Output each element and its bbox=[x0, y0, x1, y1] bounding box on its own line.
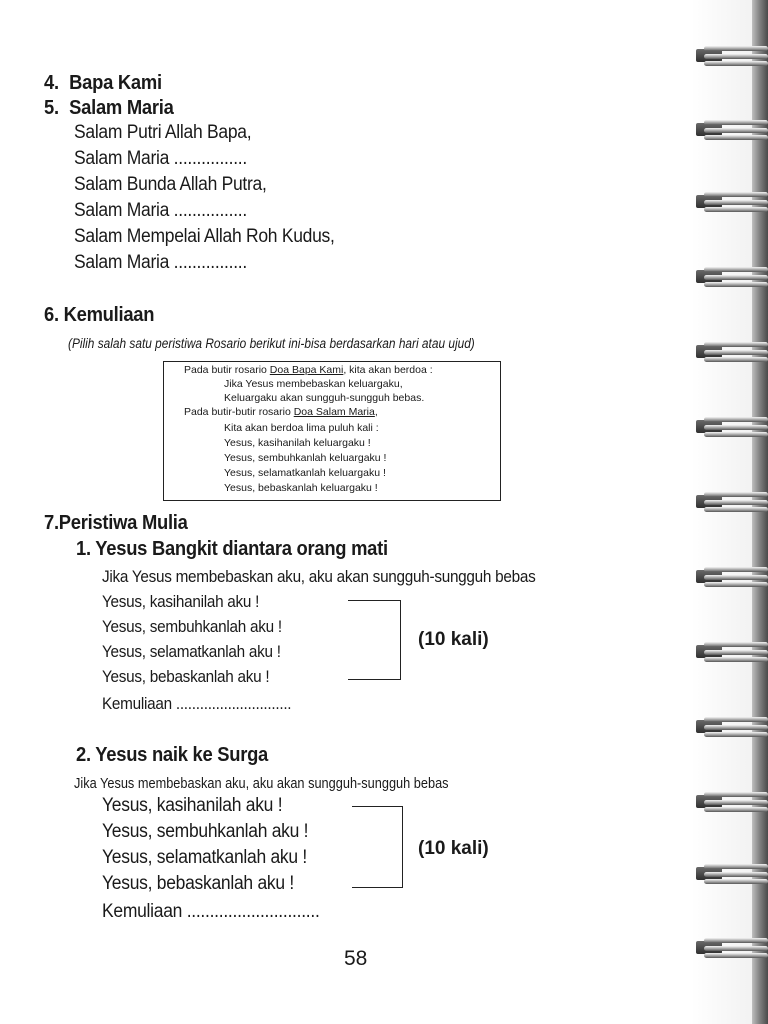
salam-line: Salam Maria ................ bbox=[74, 252, 247, 273]
box-line: Jika Yesus membebaskan keluargaku, bbox=[224, 378, 403, 390]
salam-line: Salam Maria ................ bbox=[74, 200, 247, 221]
salam-line: Salam Bunda Allah Putra, bbox=[74, 174, 267, 195]
item-5-heading bbox=[44, 97, 174, 120]
closing-line: Kemuliaan ............................. bbox=[102, 694, 292, 713]
item-5-number: 5. bbox=[44, 97, 59, 119]
spiral-ring bbox=[696, 862, 768, 884]
prayer-line: Yesus, sembuhkanlah aku ! bbox=[102, 617, 282, 636]
prayer-line: Yesus, selamatkanlah aku ! bbox=[102, 847, 307, 868]
prayer-line: Yesus, kasihanilah aku ! bbox=[102, 592, 260, 611]
closing-line: Kemuliaan ............................. bbox=[102, 901, 320, 922]
spiral-ring bbox=[696, 190, 768, 212]
prayer-line: Yesus, kasihanilah aku ! bbox=[102, 795, 283, 816]
box-line: Yesus, bebaskanlah keluargaku ! bbox=[224, 482, 378, 494]
item-4-title: Bapa Kami bbox=[69, 72, 162, 94]
item-4-number: 4. bbox=[44, 72, 59, 94]
item-7-heading: 7.Peristiwa Mulia bbox=[44, 512, 188, 534]
prayer-line: Yesus, selamatkanlah aku ! bbox=[102, 642, 281, 661]
item-4-heading bbox=[44, 72, 162, 95]
mystery-2-title: 2. Yesus naik ke Surga bbox=[76, 744, 269, 766]
prayer-line: Yesus, bebaskanlah aku ! bbox=[102, 667, 270, 686]
spiral-ring bbox=[696, 640, 768, 662]
spiral-ring bbox=[696, 265, 768, 287]
prayer-line: Yesus, bebaskanlah aku ! bbox=[102, 873, 294, 894]
prayer-line: Yesus, sembuhkanlah aku ! bbox=[102, 821, 309, 842]
repeat-count: (10 kali) bbox=[418, 838, 489, 859]
box-line: Keluargaku akan sungguh-sungguh bebas. bbox=[224, 392, 425, 404]
salam-line: Salam Putri Allah Bapa, bbox=[74, 122, 252, 143]
box-underlined-text: Doa Bapa Kami bbox=[269, 364, 344, 376]
mystery-2-intro: Jika Yesus membebaskan aku, aku akan sungguh-sungguh bebas bbox=[74, 776, 449, 792]
box-line: Yesus, selamatkanlah keluargaku ! bbox=[224, 467, 386, 479]
repeat-bracket bbox=[348, 600, 401, 680]
instruction-note: (Pilih salah satu peristiwa Rosario berikut ini-bisa berdasarkan hari atau ujud) bbox=[68, 336, 475, 351]
mystery-1-title: 1. Yesus Bangkit diantara orang mati bbox=[76, 538, 388, 560]
box-text: Pada butir rosario bbox=[184, 364, 270, 376]
page-number: 58 bbox=[344, 947, 368, 970]
salam-line: Salam Mempelai Allah Roh Kudus, bbox=[74, 226, 335, 247]
box-line bbox=[184, 406, 378, 418]
box-line: Yesus, kasihanilah keluargaku ! bbox=[224, 437, 371, 449]
mystery-1-intro: Jika Yesus membebaskan aku, aku akan sungguh-sungguh bebas bbox=[102, 567, 536, 586]
spiral-ring bbox=[696, 790, 768, 812]
item-6-heading: 6. Kemuliaan bbox=[44, 304, 155, 326]
spiral-ring bbox=[696, 715, 768, 737]
spiral-ring bbox=[696, 490, 768, 512]
box-text: , bbox=[374, 406, 378, 418]
spiral-ring bbox=[696, 936, 768, 958]
spiral-ring bbox=[696, 565, 768, 587]
box-underlined-text: Doa Salam Maria bbox=[293, 406, 375, 418]
box-line bbox=[184, 364, 433, 376]
salam-line: Salam Maria ................ bbox=[74, 148, 247, 169]
repeat-bracket bbox=[352, 806, 403, 888]
spiral-ring bbox=[696, 118, 768, 140]
item-5-title: Salam Maria bbox=[69, 97, 174, 119]
spiral-ring bbox=[696, 44, 768, 66]
box-text: , kita akan berdoa : bbox=[343, 364, 433, 376]
box-line: Kita akan berdoa lima puluh kali : bbox=[224, 422, 379, 434]
repeat-count: (10 kali) bbox=[418, 629, 489, 650]
spiral-ring bbox=[696, 415, 768, 437]
spiral-ring bbox=[696, 340, 768, 362]
box-line: Yesus, sembuhkanlah keluargaku ! bbox=[224, 452, 387, 464]
box-text: Pada butir-butir rosario bbox=[184, 406, 294, 418]
rosary-instruction-box bbox=[163, 361, 501, 501]
